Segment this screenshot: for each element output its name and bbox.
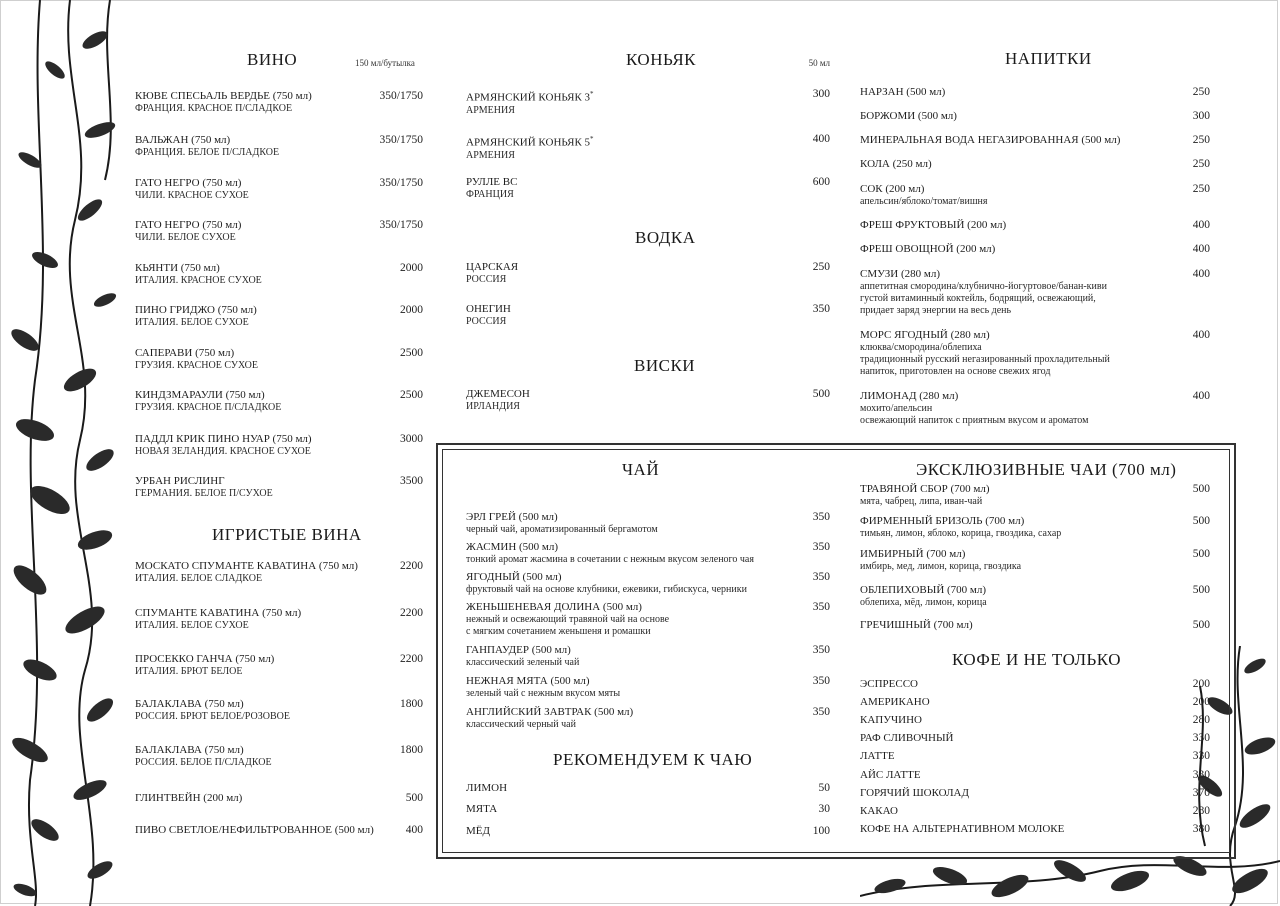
coffee-item	[860, 714, 1210, 727]
item-desc: мята, чабрец, липа, иван-чай	[860, 496, 983, 507]
item-price: 400	[1192, 329, 1210, 341]
coffee-heading: КОФЕ И НЕ ТОЛЬКО	[952, 650, 1121, 669]
drinks-column	[860, 0, 1210, 440]
item-price: 500	[1192, 584, 1210, 596]
item-name: КЮВЕ СПЕСЬАЛЬ ВЕРДЬЕ (750 мл)	[135, 90, 312, 102]
sparkling-item	[135, 744, 423, 769]
item-price: 250	[1192, 86, 1210, 98]
exclusive-tea-item	[860, 548, 1210, 573]
item-price: 350	[812, 303, 830, 315]
item-name: СОК (200 мл)	[860, 183, 925, 195]
item-name: АРМЯНСКИЙ КОНЬЯК 5*	[466, 135, 594, 149]
exclusive-tea-item	[860, 619, 1210, 632]
wine-unit: 150 мл/бутылка	[355, 58, 415, 68]
item-name: ФРЕШ ФРУКТОВЫЙ (200 мл)	[860, 219, 1007, 231]
item-name: ФРЕШ ОВОЩНОЙ (200 мл)	[860, 243, 996, 255]
item-price: 350	[812, 601, 830, 613]
item-name: РАФ СЛИВОЧНЫЙ	[860, 732, 954, 744]
coffee-item	[860, 750, 1210, 763]
item-price: 400	[1192, 243, 1210, 255]
drinks-item	[860, 243, 1210, 256]
tea-item	[466, 675, 830, 700]
item-name: КАКАО	[860, 805, 898, 817]
item-price: 350/1750	[379, 134, 423, 146]
item-desc: ФРАНЦИЯ. БЕЛОЕ П/СЛАДКОЕ	[135, 147, 280, 158]
item-name: УРБАН РИСЛИНГ	[135, 475, 225, 487]
item-price: 300	[1192, 110, 1210, 122]
item-name: МЯТА	[466, 803, 498, 815]
item-name: АНГЛИЙСКИЙ ЗАВТРАК (500 мл)	[466, 706, 634, 718]
item-price: 350	[812, 511, 830, 523]
item-name: ТРАВЯНОЙ СБОР (700 мл)	[860, 483, 990, 495]
item-price: 3000	[400, 433, 423, 445]
coffee-item	[860, 823, 1210, 836]
item-name: НЕЖНАЯ МЯТА (500 мл)	[466, 675, 590, 687]
drinks-item	[860, 268, 1210, 317]
item-desc: тимьян, лимон, яблоко, корица, гвоздика, сахар	[860, 528, 1062, 539]
item-desc: ИТАЛИЯ. БРЮТ БЕЛОЕ	[135, 666, 243, 677]
item-price: 500	[812, 388, 830, 400]
item-price: 350	[812, 644, 830, 656]
item-desc: ИРЛАНДИЯ	[466, 401, 520, 412]
item-name: ГРЕЧИШНЫЙ (700 мл)	[860, 619, 973, 631]
item-price: 2500	[400, 389, 423, 401]
asterisk-mark: *	[590, 135, 594, 143]
item-price: 330	[1192, 732, 1210, 744]
item-price: 500	[1192, 515, 1210, 527]
item-name: САПЕРАВИ (750 мл)	[135, 347, 235, 359]
item-desc: ИТАЛИЯ. КРАСНОЕ СУХОЕ	[135, 275, 262, 286]
item-price: 400	[405, 824, 423, 836]
item-desc: тонкий аромат жасмина в сочетании с нежным вкусом зеленого чая	[466, 554, 754, 565]
whisky-item	[466, 388, 830, 413]
item-price: 300	[812, 88, 830, 100]
item-price: 500	[405, 792, 423, 804]
item-desc: ИТАЛИЯ. БЕЛОЕ СУХОЕ	[135, 317, 249, 328]
sparkling-item	[135, 698, 423, 723]
item-name: КАПУЧИНО	[860, 714, 922, 726]
asterisk-mark: *	[590, 90, 594, 98]
item-desc: РОССИЯ. БЕЛОЕ П/СЛАДКОЕ	[135, 757, 272, 768]
drinks-item	[860, 329, 1210, 378]
cognac-heading: КОНЬЯК	[626, 50, 697, 69]
item-price: 1800	[400, 698, 423, 710]
item-price: 2200	[400, 653, 423, 665]
item-price: 30	[818, 803, 830, 815]
tea-item	[466, 541, 830, 566]
item-desc: ЧИЛИ. БЕЛОЕ СУХОЕ	[135, 232, 236, 243]
wine-item	[135, 475, 423, 500]
wine-item	[135, 433, 423, 458]
wine-column	[135, 0, 423, 906]
item-name: КОЛА (250 мл)	[860, 158, 932, 170]
item-price: 350	[812, 541, 830, 553]
vodka-item	[466, 303, 830, 328]
sparkling-item	[135, 824, 423, 837]
item-price: 250	[1192, 158, 1210, 170]
item-name: ЦАРСКАЯ	[466, 261, 519, 273]
item-name: ОБЛЕПИХОВЫЙ (700 мл)	[860, 584, 987, 596]
coffee-item	[860, 696, 1210, 709]
item-name: ЭРЛ ГРЕЙ (500 мл)	[466, 511, 558, 523]
item-desc: ИТАЛИЯ. БЕЛОЕ СУХОЕ	[135, 620, 249, 631]
tea-extras-heading: РЕКОМЕНДУЕМ К ЧАЮ	[553, 750, 753, 769]
item-name: МИНЕРАЛЬНАЯ ВОДА НЕГАЗИРОВАННАЯ (500 мл)	[860, 134, 1121, 146]
item-desc: ГРУЗИЯ. КРАСНОЕ П/СЛАДКОЕ	[135, 402, 282, 413]
item-desc: АРМЕНИЯ	[466, 104, 515, 116]
tea-item	[466, 644, 830, 669]
coffee-item	[860, 678, 1210, 691]
cognac-item	[466, 88, 830, 117]
item-price: 250	[1192, 134, 1210, 146]
item-price: 280	[1192, 805, 1210, 817]
item-price: 600	[812, 176, 830, 188]
item-price: 350	[812, 706, 830, 718]
item-price: 2500	[400, 347, 423, 359]
tea-heading: ЧАЙ	[622, 460, 660, 479]
wine-item	[135, 347, 423, 372]
item-price: 200	[1192, 678, 1210, 690]
cognac-item	[466, 133, 830, 162]
item-name: ЛИМОНАД (280 мл)	[860, 390, 959, 402]
item-name: ГАТО НЕГРО (750 мл)	[135, 177, 242, 189]
item-name: МЁД	[466, 825, 491, 837]
item-name: КИНДЗМАРАУЛИ (750 мл)	[135, 389, 265, 401]
wine-item	[135, 262, 423, 287]
item-name: ЖЕНЬШЕНЕВАЯ ДОЛИНА (500 мл)	[466, 601, 642, 613]
item-name: ЛИМОН	[466, 782, 508, 794]
item-desc: РОССИЯ	[466, 274, 507, 285]
item-name: ИМБИРНЫЙ (700 мл)	[860, 548, 966, 560]
cognac-item	[466, 176, 830, 201]
item-name: ГАТО НЕГРО (750 мл)	[135, 219, 242, 231]
item-name: БАЛАКЛАВА (750 мл)	[135, 698, 244, 710]
item-desc: РОССИЯ. БРЮТ БЕЛОЕ/РОЗОВОЕ	[135, 711, 290, 722]
item-name: ПИНО ГРИДЖО (750 мл)	[135, 304, 257, 316]
sparkling-item	[135, 560, 423, 585]
item-price: 380	[1192, 823, 1210, 835]
drinks-item	[860, 158, 1210, 171]
wine-item	[135, 134, 423, 159]
coffee-item	[860, 769, 1210, 782]
item-desc: ГЕРМАНИЯ. БЕЛОЕ П/СУХОЕ	[135, 488, 273, 499]
item-name: ГАНПАУДЕР (500 мл)	[466, 644, 571, 656]
item-price: 2200	[400, 560, 423, 572]
item-name: ЯГОДНЫЙ (500 мл)	[466, 571, 562, 583]
drinks-item	[860, 390, 1210, 427]
item-name: ЖАСМИН (500 мл)	[466, 541, 559, 553]
tea-column	[466, 450, 830, 850]
exclusive-coffee-column	[860, 450, 1210, 850]
tea-extras-item	[466, 803, 830, 816]
item-desc: клюква/смородина/облепиха традиционный русский негазированный прохладительный напиток, приготовлен на основе свежих ягод	[860, 342, 1110, 377]
wine-item	[135, 389, 423, 414]
item-price: 400	[1192, 390, 1210, 402]
item-name: ВАЛЬЖАН (750 мл)	[135, 134, 231, 146]
tea-extras-item	[466, 782, 830, 795]
item-price: 200	[1192, 696, 1210, 708]
item-name: БАЛАКЛАВА (750 мл)	[135, 744, 244, 756]
item-desc: облепиха, мёд, лимон, корица	[860, 597, 987, 608]
item-name: ГЛИНТВЕЙН (200 мл)	[135, 792, 243, 804]
item-desc: ГРУЗИЯ. КРАСНОЕ СУХОЕ	[135, 360, 259, 371]
item-desc: РОССИЯ	[466, 316, 507, 327]
item-name: КОФЕ НА АЛЬТЕРНАТИВНОМ МОЛОКЕ	[860, 823, 1065, 835]
item-price: 330	[1192, 750, 1210, 762]
item-desc: аппетитная смородина/клубнично-йогуртовое/банан-киви густой витаминный коктейль, бодрящий, освежающий, придает заряд энергии на весь день	[860, 281, 1107, 316]
item-desc: нежный и освежающий травяной чай на основе с мягким сочетанием женьшеня и ромашки	[466, 614, 670, 637]
item-name: НАРЗАН (500 мл)	[860, 86, 946, 98]
coffee-item	[860, 787, 1210, 800]
item-desc: имбирь, мед, лимон, корица, гвоздика	[860, 561, 1022, 572]
item-price: 350/1750	[379, 90, 423, 102]
item-name: РУЛЛЕ ВС	[466, 176, 518, 188]
item-desc: апельсин/яблоко/томат/вишня	[860, 196, 988, 207]
item-desc: АРМЕНИЯ	[466, 149, 515, 161]
item-name: КЬЯНТИ (750 мл)	[135, 262, 220, 274]
item-name: ДЖЕМЕСОН	[466, 388, 530, 400]
item-name: ПИВО СВЕТЛОЕ/НЕФИЛЬТРОВАННОЕ (500 мл)	[135, 824, 374, 836]
drinks-item	[860, 134, 1210, 147]
whisky-heading: ВИСКИ	[634, 356, 696, 375]
sparkling-item	[135, 653, 423, 678]
foliage-left-illustration	[0, 0, 135, 906]
exclusive-tea-item	[860, 483, 1210, 508]
item-price: 330	[1192, 769, 1210, 781]
item-name: АЙС ЛАТТЕ	[860, 769, 921, 781]
item-desc: классический черный чай	[466, 719, 576, 730]
item-name: ПАДДЛ КРИК ПИНО НУАР (750 мл)	[135, 433, 312, 445]
item-price: 250	[1192, 183, 1210, 195]
item-name: ГОРЯЧИЙ ШОКОЛАД	[860, 787, 969, 799]
item-name: ЛАТТЕ	[860, 750, 895, 762]
wine-item	[135, 219, 423, 244]
item-name: АМЕРИКАНО	[860, 696, 930, 708]
item-desc: мохито/апельсин освежающий напиток с приятным вкусом и ароматом	[860, 403, 1089, 426]
drinks-heading: НАПИТКИ	[1005, 49, 1092, 68]
item-price: 280	[1192, 714, 1210, 726]
drinks-item	[860, 183, 1210, 208]
tea-item	[466, 601, 830, 638]
item-desc: классический зеленый чай	[466, 657, 580, 668]
vodka-item	[466, 261, 830, 286]
item-desc: фруктовый чай на основе клубники, ежевики, гибискуса, черники	[466, 584, 747, 595]
item-desc: зеленый чай с нежным вкусом мяты	[466, 688, 621, 699]
item-desc: НОВАЯ ЗЕЛАНДИЯ. КРАСНОЕ СУХОЕ	[135, 446, 311, 457]
item-name: МОСКАТО СПУМАНТЕ КАВАТИНА (750 мл)	[135, 560, 358, 572]
exclusive-tea-item	[860, 584, 1210, 609]
item-price: 350/1750	[379, 177, 423, 189]
item-price: 2000	[400, 262, 423, 274]
item-price: 50	[818, 782, 830, 794]
item-price: 350	[812, 675, 830, 687]
coffee-item	[860, 805, 1210, 818]
cognac-unit: 50 мл	[808, 58, 830, 68]
item-price: 2200	[400, 607, 423, 619]
sparkling-item	[135, 792, 423, 805]
item-desc: ИТАЛИЯ. БЕЛОЕ СЛАДКОЕ	[135, 573, 263, 584]
tea-item	[466, 706, 830, 731]
item-price: 400	[1192, 219, 1210, 231]
item-name: ЭСПРЕССО	[860, 678, 918, 690]
tea-item	[466, 571, 830, 596]
tea-extras-item	[466, 825, 830, 838]
item-name: ОНЕГИН	[466, 303, 511, 315]
item-price: 350/1750	[379, 219, 423, 231]
item-price: 100	[812, 825, 830, 837]
item-price: 250	[812, 261, 830, 273]
item-price: 400	[812, 133, 830, 145]
drinks-item	[860, 86, 1210, 99]
wine-item	[135, 304, 423, 329]
item-price: 370	[1192, 787, 1210, 799]
item-desc: ФРАНЦИЯ. КРАСНОЕ П/СЛАДКОЕ	[135, 103, 293, 114]
exclusive-tea-item	[860, 515, 1210, 540]
wine-item	[135, 90, 423, 115]
item-price: 1800	[400, 744, 423, 756]
item-name: БОРЖОМИ (500 мл)	[860, 110, 957, 122]
spirits-column	[466, 0, 830, 440]
coffee-item	[860, 732, 1210, 745]
item-name: ФИРМЕННЫЙ БРИЗОЛЬ (700 мл)	[860, 515, 1025, 527]
wine-item	[135, 177, 423, 202]
item-name: СМУЗИ (280 мл)	[860, 268, 940, 280]
sparkling-heading: ИГРИСТЫЕ ВИНА	[212, 525, 362, 544]
sparkling-item	[135, 607, 423, 632]
vodka-heading: ВОДКА	[635, 228, 696, 247]
item-price: 500	[1192, 548, 1210, 560]
item-desc: ЧИЛИ. КРАСНОЕ СУХОЕ	[135, 190, 249, 201]
item-price: 3500	[400, 475, 423, 487]
item-price: 500	[1192, 619, 1210, 631]
item-price: 350	[812, 571, 830, 583]
wine-heading: ВИНО	[247, 50, 298, 69]
item-desc: ФРАНЦИЯ	[466, 189, 514, 200]
drinks-item	[860, 110, 1210, 123]
exclusive-tea-heading: ЭКСКЛЮЗИВНЫЕ ЧАИ (700 мл)	[916, 460, 1177, 479]
drinks-item	[860, 219, 1210, 232]
item-price: 500	[1192, 483, 1210, 495]
item-price: 400	[1192, 268, 1210, 280]
item-name: ПРОСЕККО ГАНЧА (750 мл)	[135, 653, 275, 665]
item-desc: черный чай, ароматизированный бергамотом	[466, 524, 658, 535]
item-price: 2000	[400, 304, 423, 316]
item-name: АРМЯНСКИЙ КОНЬЯК 3*	[466, 90, 594, 104]
item-name: СПУМАНТЕ КАВАТИНА (750 мл)	[135, 607, 302, 619]
tea-item	[466, 511, 830, 536]
item-name: МОРС ЯГОДНЫЙ (280 мл)	[860, 329, 990, 341]
